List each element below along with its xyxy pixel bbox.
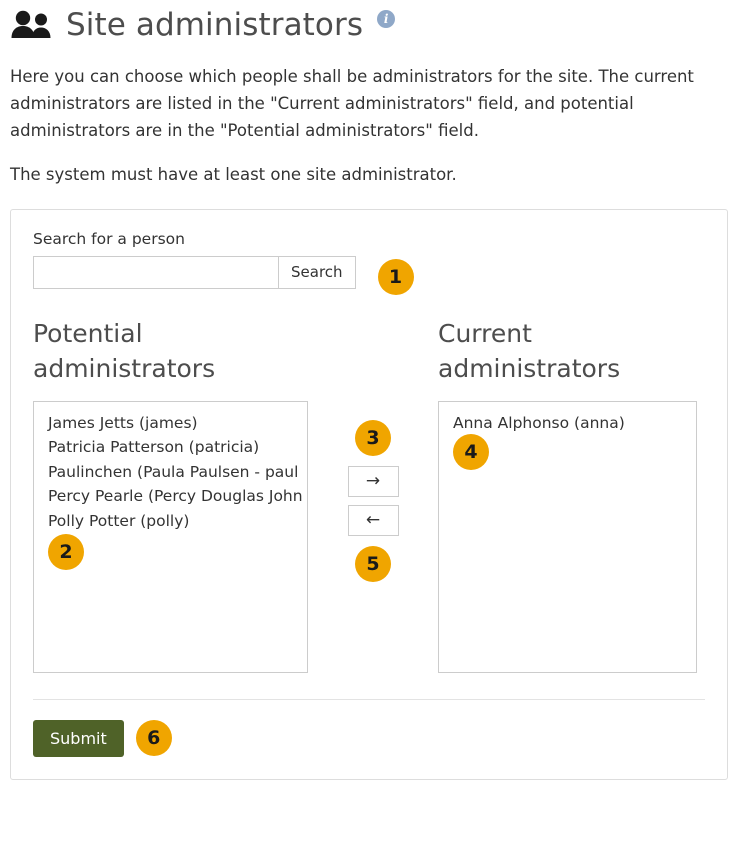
search-input[interactable] (33, 256, 278, 289)
search-label: Search for a person (33, 229, 185, 248)
list-item[interactable]: James Jetts (james) (48, 413, 198, 432)
list-item[interactable]: Anna Alphonso (anna) (453, 413, 625, 432)
search-row (33, 256, 705, 292)
add-administrator-button[interactable]: → (348, 466, 399, 497)
info-icon[interactable]: i (377, 10, 395, 28)
callout-badge-1: 1 (378, 259, 414, 295)
callout-badge-5: 5 (355, 546, 391, 582)
page-header (10, 8, 730, 42)
current-column (438, 316, 700, 673)
submit-row (33, 720, 705, 757)
intro-paragraph-1: Here you can choose which people shall be administrators for the site. The current administrators are listed in the "Current administrators" field, and potential administrators are in the "Potential administrators" field. (10, 67, 694, 140)
potential-heading: Potential administrators (33, 318, 216, 384)
search-button[interactable]: Search (278, 256, 356, 289)
intro-paragraph-2: The system must have at least one site administrator. (10, 165, 457, 185)
callout-badge-6: 6 (136, 720, 172, 756)
current-administrators-list[interactable] (438, 401, 697, 673)
intro-text (10, 64, 730, 189)
callout-badge-3: 3 (355, 420, 391, 456)
arrow-stack (348, 420, 399, 582)
list-item[interactable]: Percy Pearle (Percy Douglas John (48, 487, 303, 506)
potential-administrators-list[interactable] (33, 401, 308, 673)
administrators-panel (10, 209, 728, 780)
list-item[interactable]: Polly Potter (polly) (48, 511, 190, 530)
callout-badge-4: 4 (453, 434, 489, 470)
transfer-controls (308, 316, 438, 582)
potential-column (33, 316, 308, 673)
divider (33, 699, 705, 700)
remove-administrator-button[interactable]: ← (348, 505, 399, 536)
people-icon (10, 10, 52, 40)
list-item[interactable]: Paulinchen (Paula Paulsen - paul (48, 462, 299, 481)
current-heading: Current administrators (438, 318, 621, 384)
list-item[interactable]: Patricia Patterson (patricia) (48, 438, 260, 457)
page-title: Site administrators (66, 7, 364, 43)
transfer-columns (33, 316, 705, 673)
callout-badge-2: 2 (48, 534, 84, 570)
submit-button[interactable]: Submit (33, 720, 124, 757)
